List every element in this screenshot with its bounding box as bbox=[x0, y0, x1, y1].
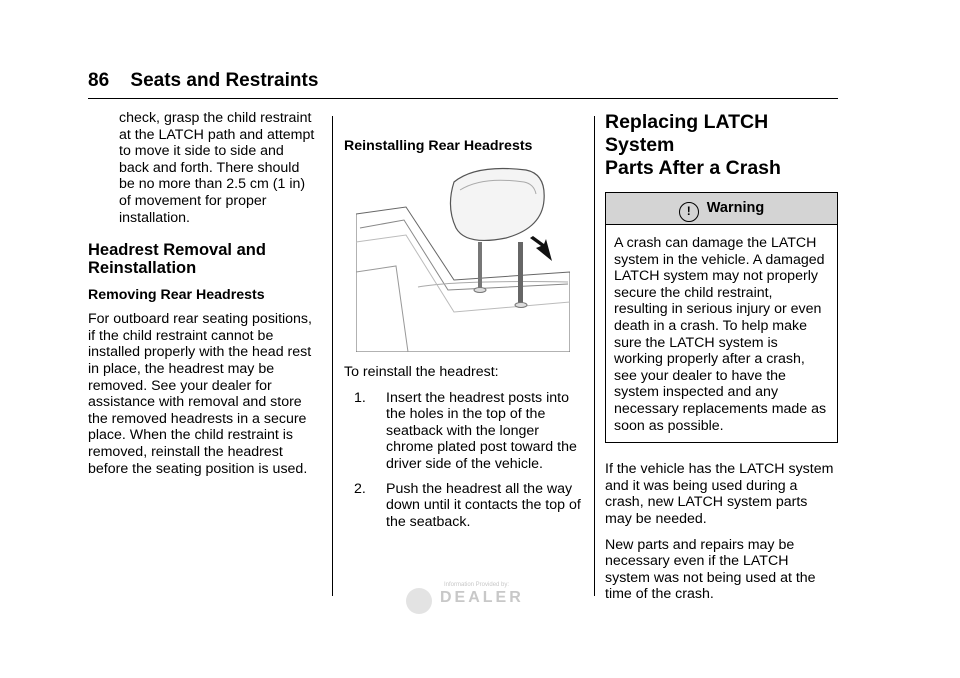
list-item: 2. Push the headrest all the way down until it contacts the top of the seatback. bbox=[354, 480, 581, 530]
reinstall-steps bbox=[344, 390, 582, 531]
reinstalling-heading: Reinstalling Rear Headrests bbox=[344, 138, 533, 154]
warning-title: Warning bbox=[706, 200, 765, 216]
reinstall-intro: To reinstall the headrest: bbox=[344, 364, 499, 380]
dealer-watermark: Information Provided by: DEALER bbox=[406, 582, 546, 620]
column-left bbox=[88, 110, 324, 486]
section-title: Seats and Restraints bbox=[130, 70, 319, 91]
latch-paragraph-2: New parts and repairs may be necessary even if the LATCH system was not being used at the time of the crash. bbox=[605, 536, 816, 603]
column-middle bbox=[344, 138, 582, 538]
column-divider bbox=[594, 116, 595, 596]
page-number: 86 bbox=[88, 70, 110, 91]
latch-section-title: Replacing LATCH System Parts After a Crash bbox=[605, 111, 781, 179]
dealer-badge-icon bbox=[406, 588, 432, 614]
column-right bbox=[605, 111, 838, 612]
warning-header bbox=[606, 193, 837, 225]
headrest-illustration bbox=[356, 162, 570, 352]
continued-text: check, grasp the child restraint at the LATCH path and attempt to move it side to side and back and forth. There should be no more than 2.5 cm (1 in) of movement for proper installation. bbox=[119, 110, 315, 226]
removal-paragraph: For outboard rear seating positions, if the child restraint cannot be installed properly with the head rest in place, the headrest may be removed. See your dealer for assistance with removal and store the removed headrests in a secure place. When the child restraint is removed, reinstall the headrest before the seating position is used. bbox=[88, 311, 312, 477]
latch-paragraph-1: If the vehicle has the LATCH system and it was being used during a crash, new LATCH system parts may be needed. bbox=[605, 461, 834, 527]
headrest-removal-heading: Headrest Removal and Reinstallation bbox=[88, 241, 266, 278]
warning-icon: ! bbox=[679, 202, 699, 222]
page-header bbox=[88, 70, 318, 92]
list-item: 1. Insert the headrest posts into the holes in the top of the seatback with the longer chrome plated post toward the driver side of the vehicle. bbox=[354, 389, 577, 472]
header-rule bbox=[88, 98, 838, 99]
warning-text: A crash can damage the LATCH system in the vehicle. A damaged LATCH system may not properly secure the child restraint, resulting in serious injury or even death in a crash. To help make sure the LATCH system is working properly after a crash, see your dealer to have the system inspected and any necessary replacements made as soon as possible. bbox=[614, 235, 827, 434]
warning-box bbox=[605, 192, 838, 443]
column-divider bbox=[332, 116, 333, 596]
removing-rear-headrests-heading: Removing Rear Headrests bbox=[88, 287, 265, 304]
